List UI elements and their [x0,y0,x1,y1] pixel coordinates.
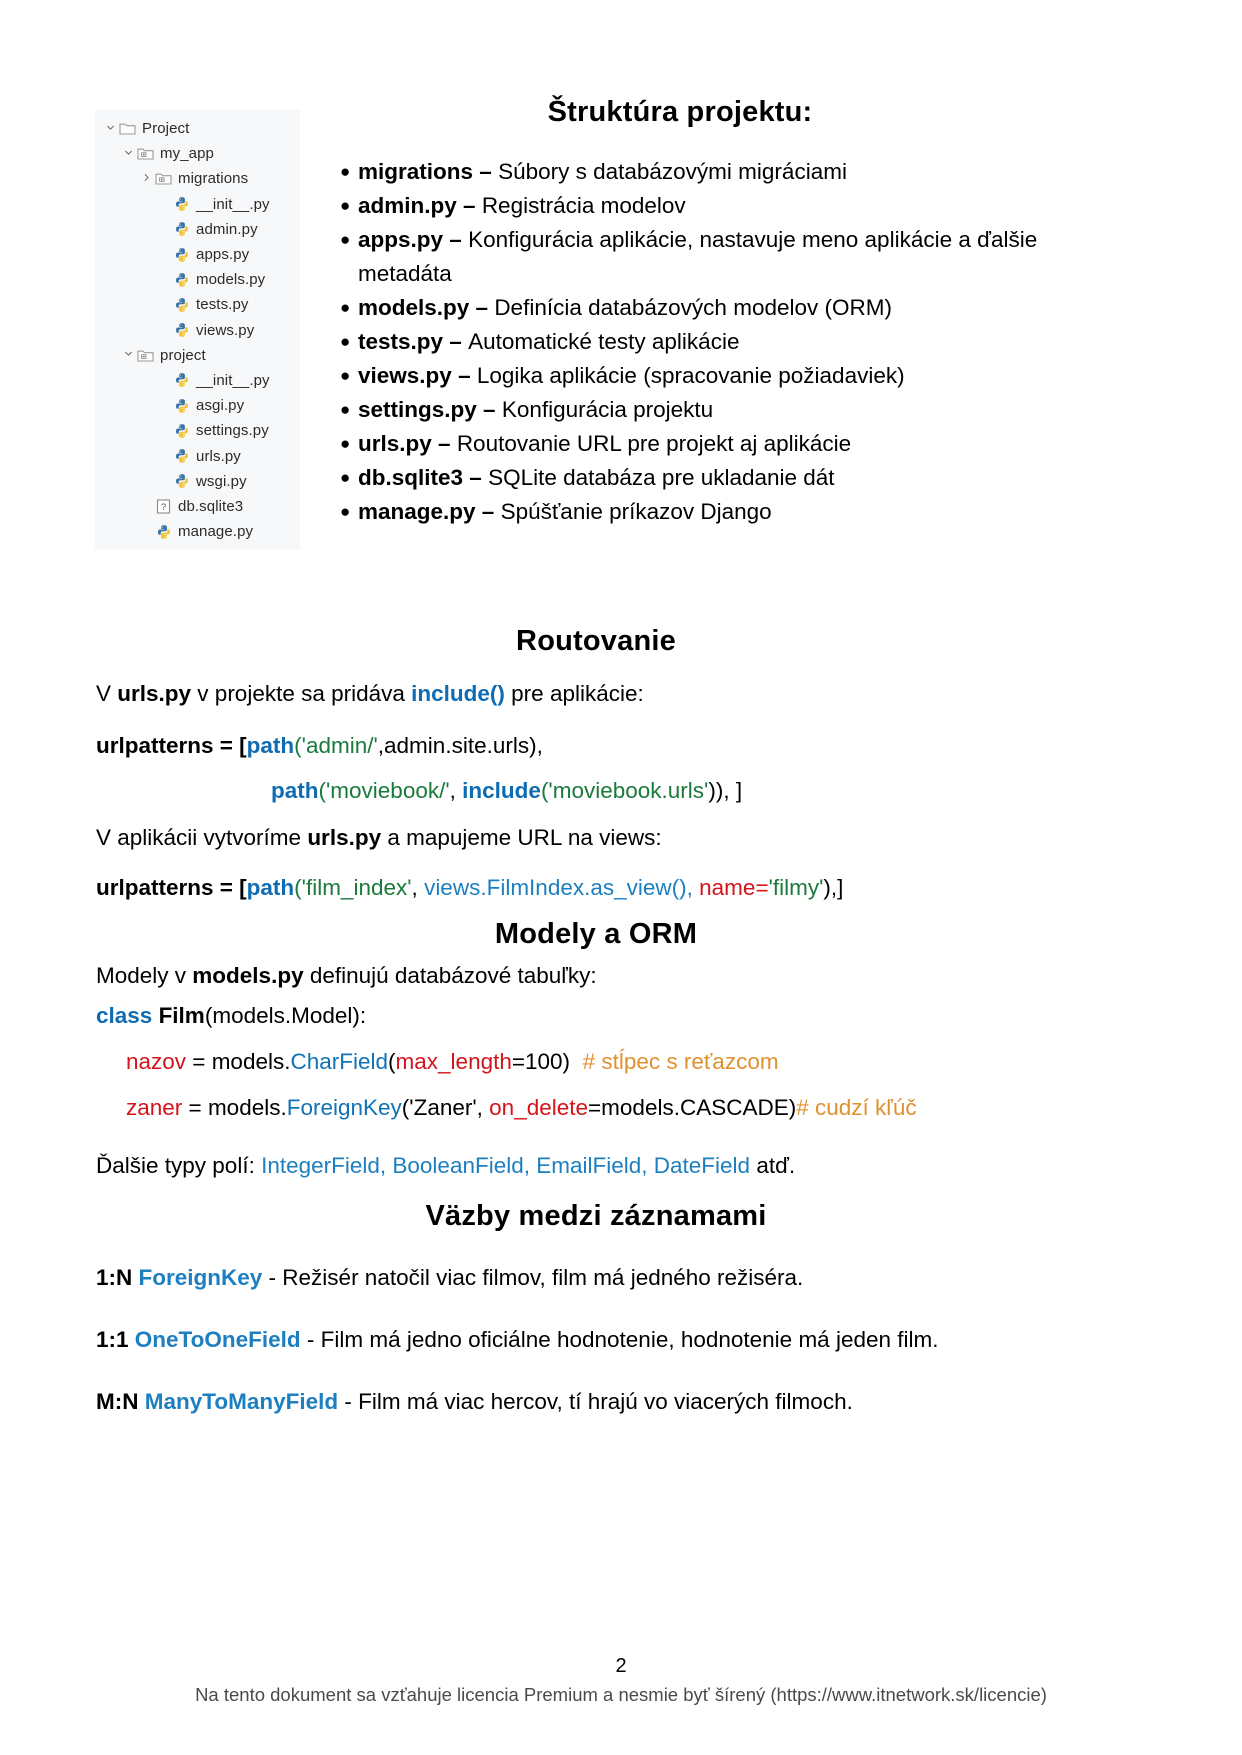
tree-item-label: apps.py [196,246,250,264]
code-string: ('moviebook/' [318,778,450,803]
text: V [96,681,118,706]
tree-item-urls-py[interactable] [95,443,300,468]
python-file-icon [171,398,192,414]
list-item [300,291,1060,325]
code-string: 'filmy' [768,875,824,900]
list-item-desc: Konfigurácia aplikácie, nastavuje meno aplikácie a ďalšie metadáta [358,227,1038,286]
file-tree-panel[interactable] [95,110,300,550]
list-item-desc: SQLite databáza pre ukladanie dát [488,465,835,490]
bullet-icon: ● [340,162,351,181]
tree-item-admin-py[interactable] [95,217,300,242]
list-item-dash: – [431,431,457,456]
code-text: ('Zaner', [401,1095,490,1120]
tree-item-migrations[interactable] [95,166,300,191]
code-text: = models. [186,1049,291,1074]
routovanie-intro [96,678,1096,710]
code-kwarg: name [692,875,756,900]
code-keyword-class: class [96,1003,153,1028]
bullet-icon: ● [340,434,351,453]
code-class-name: Film [152,1003,205,1028]
python-file-icon [171,297,192,313]
list-item [300,189,1060,223]
list-item-dash: – [476,397,502,422]
code-urlpatterns-project-line1 [96,730,1096,762]
bullet-icon: ● [340,332,351,351]
text: a mapujeme URL na views: [381,825,662,850]
text: v projekte sa pridáva [191,681,412,706]
list-item-dash: – [473,159,499,184]
module-folder-icon [135,146,156,161]
tree-item-project[interactable] [95,116,300,141]
python-file-icon [171,448,192,464]
tree-item-label: __init__.py [196,371,270,389]
code-text: = models. [182,1095,287,1120]
list-item-desc: Súbory s databázovými migráciami [498,159,847,184]
list-item [300,461,1060,495]
python-file-icon [171,423,192,439]
python-file-icon [171,247,192,263]
tree-item-apps-py[interactable] [95,242,300,267]
page-title: Štruktúra projektu: [547,96,813,128]
folder-icon [117,121,138,136]
code-text: ,admin.site.urls), [377,733,543,758]
chevron-down-icon[interactable] [121,148,135,160]
tree-item-label: models.py [196,271,266,289]
relation-field-type: ForeignKey [138,1265,263,1290]
module-folder-icon [153,171,174,186]
code-view-ref: views.FilmIndex.as_view(), [424,875,693,900]
code-path: path [246,875,295,900]
relation-row [96,1386,1096,1418]
code-text: ( [388,1049,396,1074]
code-kwarg-maxlength: max_length [395,1049,512,1074]
field-type-list: IntegerField, BooleanField, EmailField, DateField [261,1153,751,1178]
svg-text:?: ? [160,502,167,514]
structure-bullet-list [300,155,1060,529]
code-include: include() [411,681,505,706]
list-item [300,223,1060,291]
tree-item-models-py[interactable] [95,267,300,292]
chevron-down-icon[interactable] [121,349,135,361]
code-text: urlpatterns = [ [96,733,247,758]
code-urlpatterns-app [96,872,1096,904]
code-text: =models.CASCADE) [588,1095,797,1120]
heading-vazby [96,1200,1096,1232]
list-item-name: models.py [358,295,470,320]
python-file-icon [171,322,192,338]
text-bold: models.py [192,963,304,988]
python-file-icon [171,272,192,288]
code-text: , [449,778,463,803]
list-item [300,155,1060,189]
tree-item-label: db.sqlite3 [178,497,244,515]
code-text: = [755,875,769,900]
code-urlpatterns-project-line2 [96,775,1242,807]
relation-desc: - Film má jedno oficiálne hodnotenie, hodnotenie má jeden film. [300,1327,939,1352]
tree-item-label: views.py [196,321,255,339]
code-string: ('moviebook.urls' [540,778,709,803]
bullet-icon: ● [340,468,351,487]
text: V aplikácii vytvoríme [96,825,308,850]
list-item-dash: – [475,499,501,524]
code-text: )), ] [708,778,743,803]
tree-item-manage-py[interactable] [95,519,300,544]
code-field-nazov [96,1046,1126,1078]
list-item-dash: – [463,465,489,490]
tree-item-label: urls.py [196,447,241,465]
tree-item-db-sqlite3[interactable] [95,494,300,519]
module-folder-icon [135,348,156,363]
tree-item-label: Project [142,120,190,138]
list-item-name: db.sqlite3 [358,465,464,490]
list-item-desc: Routovanie URL pre projekt aj aplikácie [456,431,852,456]
relation-field-type: ManyToManyField [144,1389,339,1414]
modely-intro [96,960,1096,992]
relation-desc: - Film má viac hercov, tí hrajú vo viacerých filmoch. [338,1389,853,1414]
list-item-desc: Registrácia modelov [481,193,686,218]
code-include: include [462,778,541,803]
relation-cardinality: M:N [96,1389,145,1414]
tree-item-label: settings.py [196,422,269,440]
routovanie-title: Routovanie [516,625,676,657]
tree-item-settings-py[interactable] [95,418,300,443]
routovanie-intro2 [96,822,1096,854]
code-path: path [271,778,319,803]
code-comment: # cudzí kľúč [796,1095,917,1120]
list-item-desc: Logika aplikácie (spracovanie požiadaviek) [476,363,905,388]
tree-item-my-app[interactable] [95,141,300,166]
relation-cardinality: 1:1 [96,1327,135,1352]
text: Ďalšie typy polí: [96,1153,262,1178]
modely-field-types [96,1150,1096,1182]
bullet-icon: ● [340,230,351,249]
list-item-desc: Spúšťanie príkazov Django [500,499,772,524]
tree-item-label: migrations [178,170,249,188]
code-text: ),] [823,875,844,900]
code-text: urlpatterns = [ [96,875,247,900]
tree-item-tests-py[interactable] [95,292,300,317]
page-number: 2 [615,1655,627,1677]
python-file-icon [171,196,192,212]
bullet-icon: ● [340,400,351,419]
code-text: (models.Model): [204,1003,367,1028]
text: pre aplikácie: [504,681,644,706]
list-item-name: views.py [358,363,452,388]
relation-field-type: OneToOneField [134,1327,301,1352]
tree-item-label: tests.py [196,296,249,314]
modely-title: Modely a ORM [494,918,698,950]
section-structure [300,96,1060,129]
code-type-foreignkey: ForeignKey [286,1095,402,1120]
text-bold: urls.py [307,825,382,850]
list-item-dash: – [451,363,477,388]
list-item-name: apps.py [358,227,444,252]
text: definujú databázové tabuľky: [303,963,597,988]
code-text: , [411,875,425,900]
tree-item-label: project [160,346,206,364]
list-item-desc: Konfigurácia projektu [501,397,714,422]
bullet-icon: ● [340,298,351,317]
list-item-name: urls.py [358,431,432,456]
tree-item--init-py[interactable] [95,192,300,217]
list-item-name: admin.py [358,193,457,218]
relation-desc: - Režisér natočil viac filmov, film má jedného režiséra. [262,1265,804,1290]
tree-item-label: asgi.py [196,397,245,415]
vazby-title: Väzby medzi záznamami [425,1200,767,1232]
bullet-icon: ● [340,196,351,215]
code-type-charfield: CharField [290,1049,389,1074]
license-footer: Na tento dokument sa vzťahuje licencia Premium a nesmie byť šírený (https://www.itnetwork.sk/licencie) [195,1684,1047,1705]
heading-routovanie [96,625,1096,657]
code-string: ('admin/' [294,733,378,758]
tree-item-label: manage.py [178,523,254,541]
code-kwarg-ondelete: on_delete [489,1095,589,1120]
code-var-zaner: zaner [126,1095,183,1120]
text: Modely v [96,963,193,988]
list-item-name: tests.py [358,329,444,354]
code-field-zaner [96,1092,1126,1124]
python-file-icon [171,473,192,489]
tree-item-label: __init__.py [196,195,270,213]
text: atď. [750,1153,796,1178]
tree-item-label: my_app [160,145,214,163]
list-item [300,495,1060,529]
list-item [300,359,1060,393]
python-file-icon [153,524,174,540]
text-bold: urls.py [117,681,192,706]
tree-item-wsgi-py[interactable] [95,469,300,494]
list-item-desc: Definícia databázových modelov (ORM) [494,295,892,320]
chevron-right-icon[interactable] [139,173,153,185]
vazby-list [96,1262,1096,1448]
tree-item-asgi-py[interactable] [95,393,300,418]
code-class-film [96,1000,1096,1032]
unknown-file-icon [153,499,174,514]
code-text: =100) [511,1049,571,1074]
tree-item-project[interactable] [95,343,300,368]
chevron-down-icon[interactable] [103,123,117,135]
code-comment: # stĺpec s reťazcom [582,1049,779,1074]
bullet-icon: ● [340,366,351,385]
relation-cardinality: 1:N [96,1265,139,1290]
tree-item-label: wsgi.py [196,472,247,490]
list-item-desc: Automatické testy aplikácie [468,329,740,354]
python-file-icon [171,221,192,237]
tree-item-label: admin.py [196,220,258,238]
list-item [300,427,1060,461]
code-var-nazov: nazov [126,1049,187,1074]
list-item-name: settings.py [358,397,477,422]
list-item [300,393,1060,427]
python-file-icon [171,372,192,388]
code-string: ('film_index' [294,875,412,900]
bullet-icon: ● [340,502,351,521]
heading-modely [96,918,1096,950]
list-item [300,325,1060,359]
relation-row [96,1324,1096,1356]
relation-row [96,1262,1096,1294]
tree-item-views-py[interactable] [95,318,300,343]
list-item-name: manage.py [358,499,476,524]
list-item-dash: – [443,329,469,354]
list-item-dash: – [443,227,469,252]
tree-item--init-py[interactable] [95,368,300,393]
code-path: path [246,733,295,758]
list-item-dash: – [456,193,482,218]
list-item-name: migrations [358,159,474,184]
list-item-dash: – [469,295,495,320]
